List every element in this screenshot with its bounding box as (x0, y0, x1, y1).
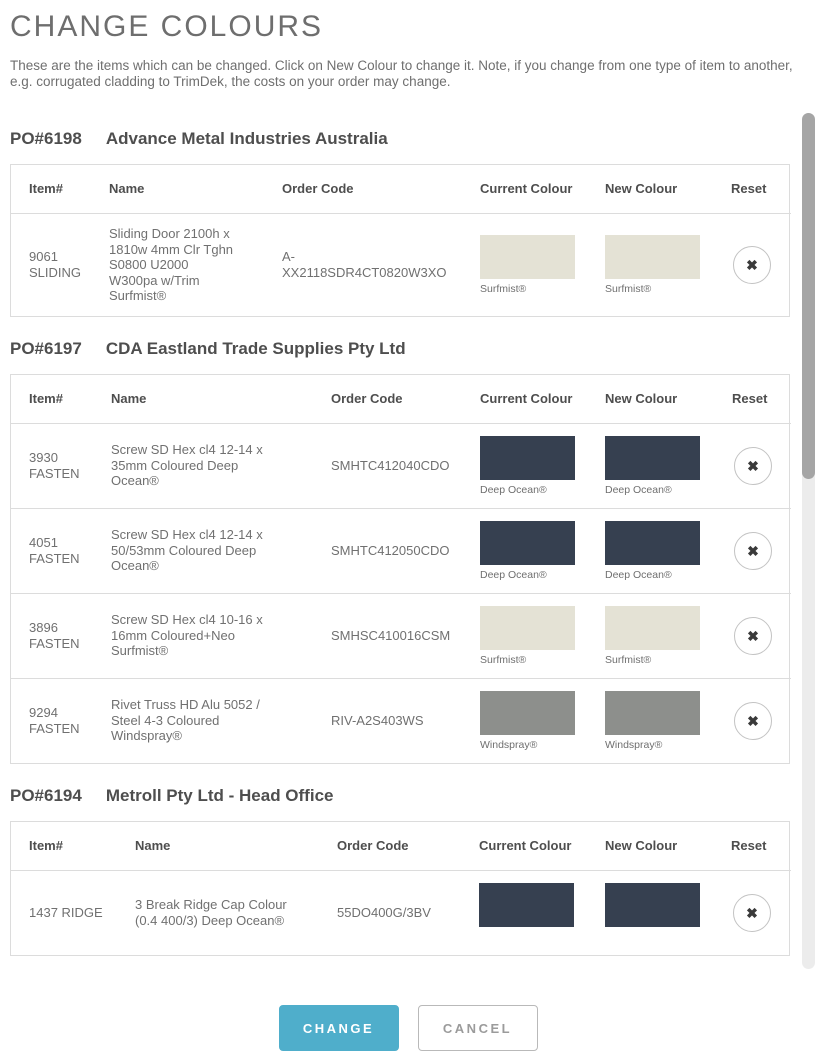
change-colours-dialog (0, 10, 816, 1064)
name-cell: Rivet Truss HD Alu 5052 / Steel 4-3 Coloured Windspray® (111, 697, 260, 744)
reset-icon: ✖ (747, 712, 759, 729)
column-header-name: Name (135, 837, 171, 853)
column-header-current-colour: Current Colour (480, 390, 573, 406)
new-colour-cell (587, 214, 713, 316)
item-cell: 3896 FASTEN (29, 620, 80, 651)
column-header-new-colour: New Colour (605, 837, 678, 853)
page-description: These are the items which can be changed. Click on New Colour to change it. Note, if you change from one type of item to another, e.g. corrugated cladding to TrimDek, the costs on your order may change. (10, 58, 793, 89)
current-colour-swatch (479, 883, 574, 927)
po-number: PO#6197 (10, 338, 82, 358)
po-number: PO#6194 (10, 785, 82, 805)
new-colour-swatch[interactable] (605, 235, 700, 279)
po-section (0, 129, 793, 317)
name-cell: 3 Break Ridge Cap Colour (0.4 400/3) Deep Ocean® (135, 897, 287, 928)
page-title: CHANGE COLOURS (10, 10, 324, 43)
column-header-current-colour: Current Colour (479, 837, 572, 853)
item-cell: 1437 RIDGE (29, 904, 103, 920)
new-colour-cell (587, 508, 714, 593)
reset-button[interactable] (733, 246, 771, 284)
column-header-order-code: Order Code (331, 390, 403, 406)
table-row (11, 870, 791, 955)
table-header-row (11, 375, 791, 424)
new-colour-swatch[interactable] (605, 883, 700, 927)
reset-icon: ✖ (747, 627, 759, 644)
scrollbar-thumb[interactable] (802, 113, 815, 479)
current-colour-label: Deep Ocean® (480, 568, 547, 581)
reset-button[interactable] (734, 702, 772, 740)
order-code-cell: SMHTC412050CDO (331, 542, 450, 558)
new-colour-cell (587, 423, 714, 508)
scrollbar-track[interactable] (802, 113, 815, 969)
new-colour-label: Surfmist® (605, 653, 652, 666)
po-section (0, 339, 793, 764)
po-heading (10, 339, 793, 359)
items-table (10, 821, 790, 956)
items-scroll-area (0, 113, 816, 969)
column-header-new-colour: New Colour (605, 390, 678, 406)
company-name: CDA Eastland Trade Supplies Pty Ltd (105, 338, 406, 358)
table-row (11, 593, 791, 678)
order-code-cell: SMHTC412040CDO (331, 457, 450, 473)
new-colour-label: Surfmist® (605, 282, 652, 295)
reset-button[interactable] (733, 894, 771, 932)
item-cell: 3930 FASTEN (29, 450, 80, 481)
name-cell: Sliding Door 2100h x 1810w 4mm Clr Tghn S0800 U2000 W300pa w/Trim Surfmist® (109, 226, 234, 303)
sections (0, 129, 793, 956)
reset-icon: ✖ (746, 904, 758, 921)
reset-cell (714, 423, 791, 508)
new-colour-cell (587, 870, 713, 955)
current-colour-cell (462, 508, 587, 593)
items-table (10, 164, 790, 317)
current-colour-label: Windspray® (480, 738, 538, 751)
items-table (10, 374, 790, 764)
item-cell: 9294 FASTEN (29, 705, 80, 736)
column-header-reset: Reset (731, 181, 767, 196)
column-header-name: Name (111, 390, 147, 406)
table-row (11, 508, 791, 593)
current-colour-cell (462, 678, 587, 763)
current-colour-label: Surfmist® (480, 653, 527, 666)
current-colour-swatch (480, 235, 575, 279)
order-code-cell: A-XX2118SDR4CT0820W3XO (282, 249, 447, 280)
current-colour-cell (462, 593, 587, 678)
column-header-order-code: Order Code (282, 181, 354, 196)
cancel-button[interactable]: CANCEL (418, 1005, 538, 1051)
new-colour-cell (587, 593, 714, 678)
new-colour-label: Deep Ocean® (605, 483, 672, 496)
new-colour-label (605, 931, 700, 943)
dialog-footer (0, 1005, 816, 1051)
column-header-name: Name (109, 181, 145, 196)
column-header-new-colour: New Colour (605, 181, 678, 196)
reset-cell (713, 870, 791, 955)
current-colour-swatch (480, 691, 575, 735)
current-colour-label (479, 931, 574, 943)
column-header-item: Item# (29, 390, 63, 406)
column-header-item: Item# (29, 181, 63, 196)
current-colour-cell (462, 214, 587, 316)
company-name: Metroll Pty Ltd - Head Office (105, 785, 334, 805)
po-number: PO#6198 (10, 129, 82, 148)
table-row (11, 423, 791, 508)
new-colour-swatch[interactable] (605, 606, 700, 650)
current-colour-swatch (480, 436, 575, 480)
company-name: Advance Metal Industries Australia (105, 129, 388, 148)
current-colour-swatch (480, 521, 575, 565)
reset-cell (714, 593, 791, 678)
column-header-reset: Reset (732, 390, 768, 406)
new-colour-swatch[interactable] (605, 691, 700, 735)
po-heading (10, 786, 793, 806)
column-header-current-colour: Current Colour (480, 181, 573, 196)
new-colour-swatch[interactable] (605, 436, 700, 480)
column-header-reset: Reset (731, 837, 767, 853)
reset-button[interactable] (734, 532, 772, 570)
reset-icon: ✖ (747, 542, 759, 559)
current-colour-label: Surfmist® (480, 282, 527, 295)
po-section (0, 786, 793, 956)
table-row (11, 678, 791, 763)
table-row (11, 214, 791, 316)
order-code-cell: RIV-A2S403WS (331, 712, 424, 728)
table-header-row (11, 165, 791, 214)
name-cell: Screw SD Hex cl4 12-14 x 35mm Coloured Deep Ocean® (111, 442, 263, 489)
current-colour-label: Deep Ocean® (480, 483, 547, 496)
current-colour-cell (461, 870, 587, 955)
current-colour-swatch (480, 606, 575, 650)
new-colour-cell (587, 678, 714, 763)
reset-button[interactable] (734, 617, 772, 655)
name-cell: Screw SD Hex cl4 10-16 x 16mm Coloured+Neo Surfmist® (111, 612, 263, 659)
column-header-order-code: Order Code (337, 837, 409, 853)
po-heading (10, 129, 793, 149)
order-code-cell: 55DO400G/3BV (337, 904, 431, 920)
column-header-item: Item# (29, 837, 63, 853)
reset-icon: ✖ (746, 256, 758, 273)
item-cell: 9061 SLIDING (29, 249, 82, 280)
current-colour-cell (462, 423, 587, 508)
table-header-row (11, 822, 791, 871)
new-colour-label: Deep Ocean® (605, 568, 672, 581)
order-code-cell: SMHSC410016CSM (331, 627, 451, 643)
item-cell: 4051 FASTEN (29, 535, 80, 566)
new-colour-swatch[interactable] (605, 521, 700, 565)
reset-cell (714, 678, 791, 763)
reset-cell (713, 214, 791, 316)
new-colour-label: Windspray® (605, 738, 663, 751)
reset-cell (714, 508, 791, 593)
reset-button[interactable] (734, 447, 772, 485)
reset-icon: ✖ (747, 457, 759, 474)
change-button[interactable]: CHANGE (279, 1005, 399, 1051)
name-cell: Screw SD Hex cl4 12-14 x 50/53mm Coloured Deep Ocean® (111, 527, 263, 574)
